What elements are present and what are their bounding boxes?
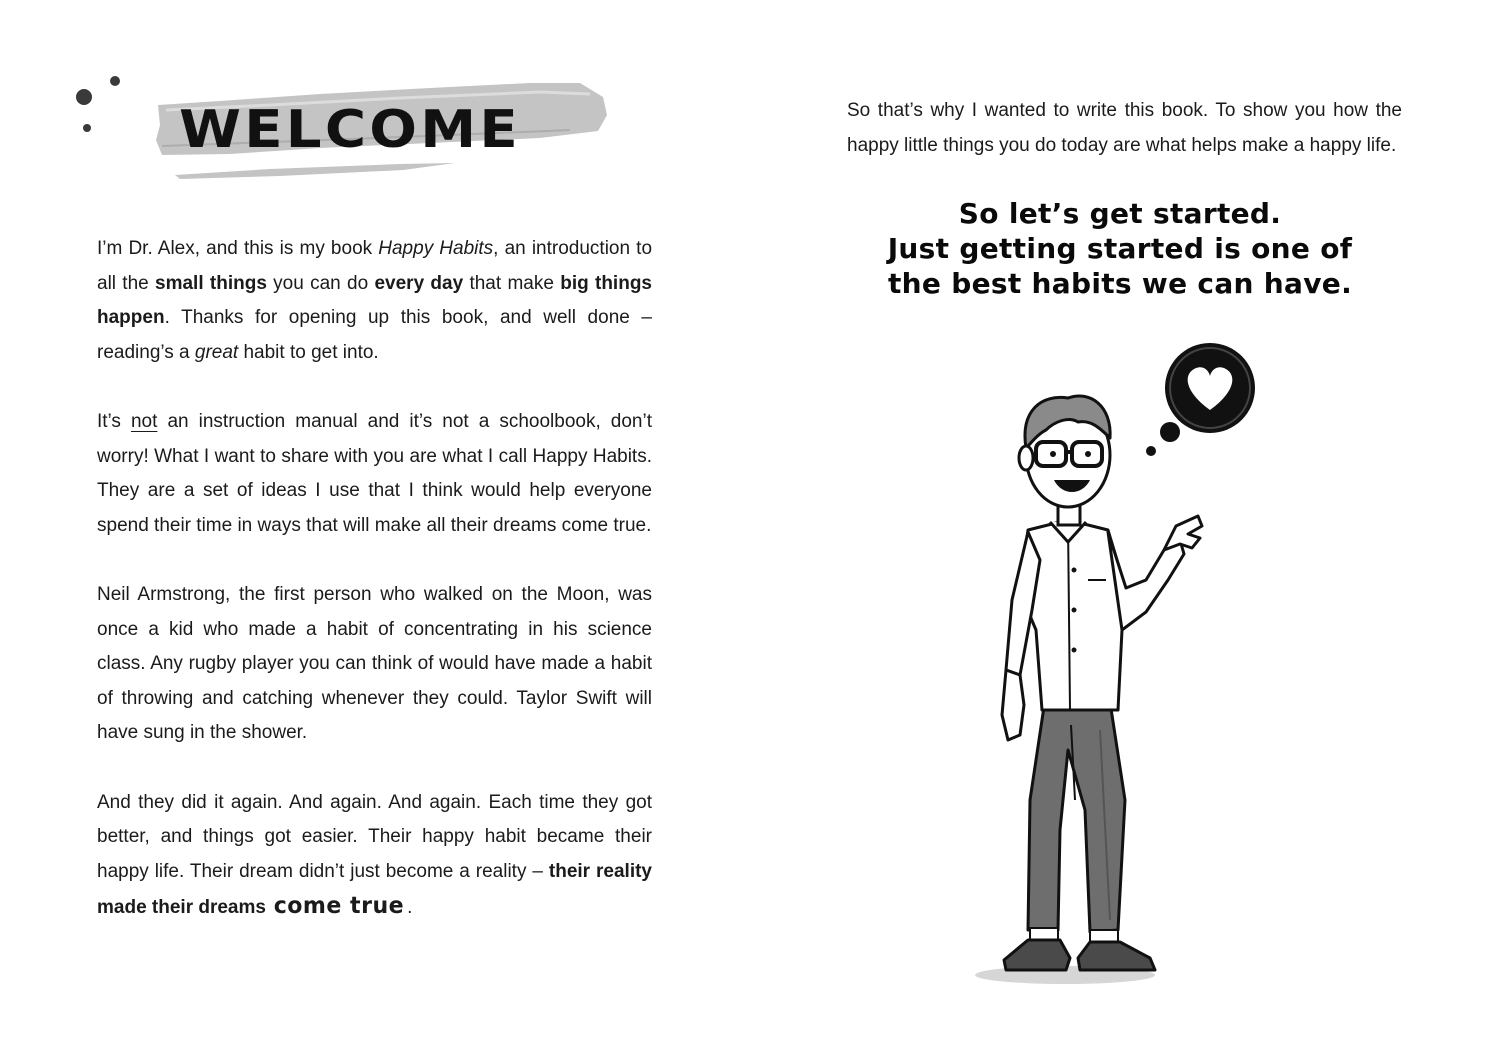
body-text-column <box>97 232 652 926</box>
bold-run: their reality made their dreams <box>97 860 652 919</box>
text-run: And they did it again. And again. And again. Each time they got better, and things got easier. Their happy habit became their happy life. Their dream didn’t just become a reality – <box>97 791 652 882</box>
text-run: that make <box>463 272 561 294</box>
callout-line: So let’s get started. <box>958 197 1282 230</box>
text-run: . Thanks for opening up this book, and well done – reading’s a <box>97 307 652 363</box>
text-run: I’m Dr. Alex, and this is my book <box>97 238 379 259</box>
handwritten-run: come true <box>273 893 405 920</box>
text-run: an instruction manual and it’s not a schoolbook, don’t worry! What I want to share with you are what I call Happy Habits. They are a set of ideas I use that I think would help everyone spend their time in ways that will make all their dreams come true. <box>97 410 652 536</box>
bold-run: small things <box>155 272 267 294</box>
intro-paragraph: So that’s why I wanted to write this book. To show you how the happy little things you do today are what helps make a happy life. <box>847 100 1402 156</box>
bold-run: big things happen <box>97 272 652 329</box>
right-page <box>750 0 1500 1059</box>
bold-run: every day <box>374 272 464 294</box>
callout-line: the best habits we can have. <box>887 267 1353 300</box>
book-title: Happy Habits <box>378 238 494 259</box>
italic-run: great <box>194 341 239 363</box>
character-illustration <box>950 330 1290 990</box>
paragraph-again <box>97 786 652 926</box>
text-run <box>266 897 271 918</box>
callout-quote <box>850 196 1390 301</box>
text-run: . <box>407 897 413 919</box>
underlined-run: not <box>130 410 158 432</box>
paragraph-not-manual <box>97 405 652 543</box>
page-title: WELCOME <box>179 100 521 160</box>
text-run: , an introduction to all the <box>97 238 653 294</box>
heart-thought-bubble-icon <box>1146 343 1255 456</box>
paragraph-intro <box>97 232 652 370</box>
callout-line: Just getting started is one of <box>887 232 1353 265</box>
text-run: habit to get into. <box>238 341 379 363</box>
text-run: It’s <box>97 410 131 432</box>
paragraph-examples: Neil Armstrong, the first person who walked on the Moon, was once a kid who made a habit of concentrating in his science class. Any rugby player you can think of would have made a habit of throwing and catching whenever they could. Taylor Swift will have sung in the shower. <box>97 583 652 744</box>
text-run: you can do <box>266 272 375 294</box>
doctor-character-icon <box>950 330 1290 990</box>
